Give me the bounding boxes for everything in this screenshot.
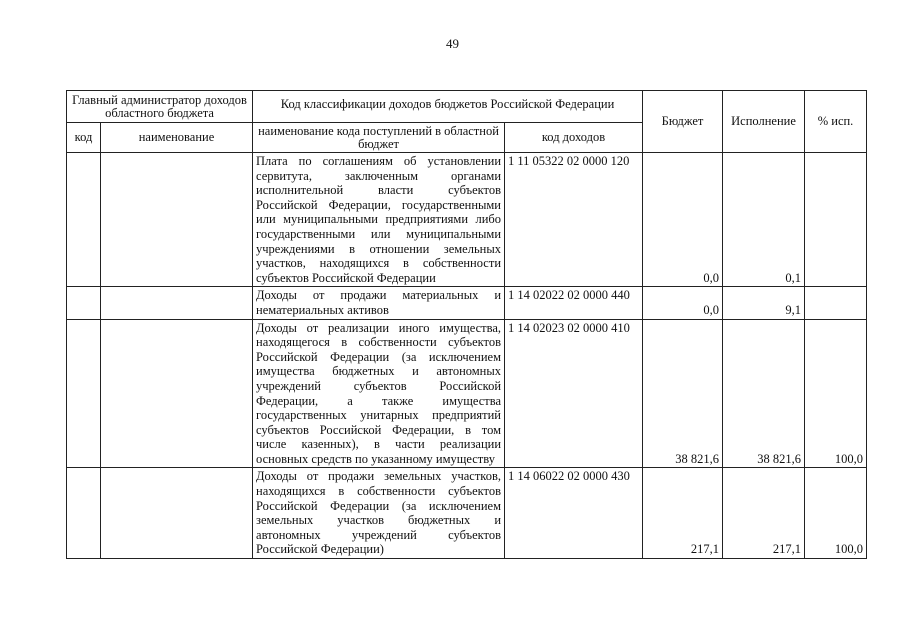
row-admin-code-cell <box>67 319 101 468</box>
header-budget: Бюджет <box>643 91 723 153</box>
header-col-name: наименование <box>101 123 253 153</box>
table-row <box>67 468 867 559</box>
header-col-code: код <box>67 123 101 153</box>
row-percent <box>805 287 867 319</box>
header-percent: % исп. <box>805 91 867 153</box>
row-percent: 100,0 <box>805 319 867 468</box>
row-execution: 9,1 <box>723 287 805 319</box>
row-execution: 38 821,6 <box>723 319 805 468</box>
page-number: 49 <box>446 36 459 51</box>
row-income-name: Плата по соглашениям об установлении сервитута, заключенным органами исполнительной власти субъектов Российской Федерации, государственными или муниципальными предприятиями либо государственными или муниципальными учреждениями в отношении земельных участков, находящихся в собственности субъектов Российской Федерации <box>253 153 505 287</box>
row-admin-name-cell <box>101 468 253 559</box>
header-execution: Исполнение <box>723 91 805 153</box>
row-admin-code-cell <box>67 153 101 287</box>
row-budget: 0,0 <box>643 287 723 319</box>
row-budget: 38 821,6 <box>643 319 723 468</box>
table-row <box>67 153 867 287</box>
row-income-name: Доходы от продажи материальных и нематериальных активов <box>253 287 505 319</box>
header-col-income-name: наименование кода поступлений в областной бюджет <box>253 123 505 153</box>
table-row <box>67 287 867 319</box>
row-admin-name-cell <box>101 319 253 468</box>
row-income-code: 1 11 05322 02 0000 120 <box>505 153 643 287</box>
table-row <box>67 319 867 468</box>
row-execution: 217,1 <box>723 468 805 559</box>
row-income-name: Доходы от продажи земельных участков, находящихся в собственности субъектов Российской Федерации (за исключением земельных участков бюджетных и автономных учреждений субъектов Российской Федерации) <box>253 468 505 559</box>
row-admin-code-cell <box>67 468 101 559</box>
row-admin-code-cell <box>67 287 101 319</box>
row-percent: 100,0 <box>805 468 867 559</box>
row-execution: 0,1 <box>723 153 805 287</box>
row-income-name: Доходы от реализации иного имущества, находящегося в собственности субъектов Российской Федерации (за исключением имущества бюджетных и автономных учреждений субъектов Российской Федерации, а также имущества государственных унитарных предприятий субъектов Российской Федерации, в том числе казенных), в части реализации основных средств по указанному имуществу <box>253 319 505 468</box>
header-classification-group: Код классификации доходов бюджетов Российской Федерации <box>253 91 643 123</box>
header-admin-group: Главный администратор доходов областного бюджета <box>67 91 253 123</box>
row-admin-name-cell <box>101 287 253 319</box>
row-admin-name-cell <box>101 153 253 287</box>
row-income-code: 1 14 02022 02 0000 440 <box>505 287 643 319</box>
row-budget: 217,1 <box>643 468 723 559</box>
row-budget: 0,0 <box>643 153 723 287</box>
budget-table <box>66 90 867 559</box>
row-percent <box>805 153 867 287</box>
row-income-code: 1 14 02023 02 0000 410 <box>505 319 643 468</box>
header-col-income-code: код доходов <box>505 123 643 153</box>
row-income-code: 1 14 06022 02 0000 430 <box>505 468 643 559</box>
